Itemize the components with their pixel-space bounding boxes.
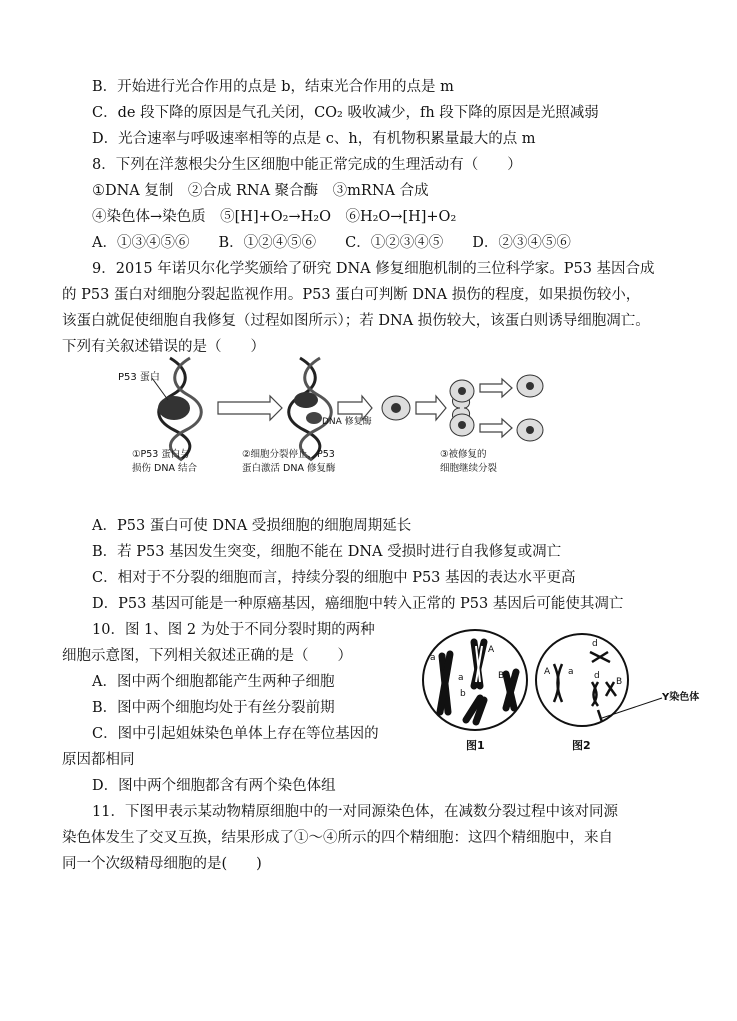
allele-label: d bbox=[592, 639, 598, 649]
q7-option-d: D．光合速率与呼吸速率相等的点是 c、h，有机物积累量最大的点 m bbox=[92, 131, 536, 147]
figure-1-caption: 图1 bbox=[466, 739, 485, 752]
allele-label: d bbox=[594, 671, 600, 681]
y-chromosome-label: Y染色体 bbox=[662, 692, 700, 703]
allele-label: b bbox=[506, 689, 512, 699]
daughter-cell-icon bbox=[517, 375, 543, 441]
repaired-dna-helix-icon bbox=[289, 358, 332, 460]
step1-caption-a: ①P53 蛋白与 bbox=[132, 449, 190, 460]
p53-protein-blob-icon bbox=[158, 396, 190, 420]
q10-stem-2: 细胞示意图，下列相关叙述正确的是（ ） bbox=[62, 648, 352, 664]
q11-stem-3: 同一个次级精母细胞的是( ) bbox=[62, 856, 262, 872]
figure-2-caption: 图2 bbox=[572, 739, 591, 752]
q10-option-b: B．图中两个细胞均处于有丝分裂前期 bbox=[92, 700, 335, 716]
allele-label: a bbox=[568, 667, 574, 677]
q9-stem-3: 该蛋白就促使细胞自我修复（过程如图所示）；若 DNA 损伤较大，该蛋白则诱导细胞凋亡。 bbox=[62, 313, 650, 329]
p53-protein-label: P53 蛋白 bbox=[118, 372, 160, 383]
allele-label: a bbox=[430, 653, 436, 663]
q10-option-d: D．图中两个细胞都含有两个染色体组 bbox=[92, 778, 336, 794]
arrow-icon bbox=[480, 379, 512, 437]
dividing-cell-icon bbox=[450, 380, 474, 436]
allele-label: B bbox=[498, 671, 505, 681]
step2-caption-b: 蛋白激活 DNA 修复酶 bbox=[242, 463, 336, 474]
q10-option-a: A．图中两个细胞都能产生两种子细胞 bbox=[92, 674, 335, 690]
q9-option-a: A．P53 蛋白可使 DNA 受损细胞的细胞周期延长 bbox=[92, 518, 412, 534]
q9-stem-4: 下列有关叙述错误的是（ ） bbox=[62, 339, 265, 355]
dna-repair-enzyme-label: DNA 修复酶 bbox=[322, 417, 372, 427]
q9-option-c: C．相对于不分裂的细胞而言，持续分裂的细胞中 P53 基因的表达水平更高 bbox=[92, 570, 576, 586]
q10-option-c-1: C．图中引起姐妹染色单体上存在等位基因的 bbox=[92, 726, 379, 742]
step3-caption-a: ③被修复的 bbox=[440, 449, 487, 460]
q9-stem-2: 的 P53 蛋白对细胞分裂起监视作用。P53 蛋白可判断 DNA 损伤的程度，如果损伤较小， bbox=[62, 287, 641, 303]
arrow-icon bbox=[416, 396, 446, 420]
step2-caption-a: ②细胞分裂停止，P53 bbox=[242, 449, 335, 460]
allele-label: b bbox=[460, 689, 466, 699]
p53-repair-diagram bbox=[110, 350, 550, 480]
q8-items-1: ①DNA 复制 ②合成 RNA 聚合酶 ③mRNA 合成 bbox=[92, 183, 429, 199]
q10-option-c-2: 原因都相同 bbox=[62, 752, 135, 768]
q10-stem-1: 10．图 1、图 2 为处于不同分裂时期的两种 bbox=[92, 622, 375, 638]
allele-label: B bbox=[616, 677, 623, 687]
arrow-icon bbox=[218, 396, 282, 420]
q11-stem-1: 11．下图甲表示某动物精原细胞中的一对同源染色体，在减数分裂过程中该对同源 bbox=[92, 804, 618, 820]
q7-option-c: C．de 段下降的原因是气孔关闭，CO₂ 吸收减少，fh 段下降的原因是光照减弱 bbox=[92, 105, 599, 121]
q8-items-2: ④染色体→染色质 ⑤[H]+O₂→H₂O ⑥H₂O→[H]+O₂ bbox=[92, 209, 457, 225]
q11-stem-2: 染色体发生了交叉互换，结果形成了①～④所示的四个精细胞：这四个精细胞中，来自 bbox=[62, 830, 613, 846]
allele-label: A bbox=[544, 667, 551, 677]
figure-2-cell bbox=[532, 626, 722, 756]
figure-1-cell bbox=[418, 624, 532, 756]
q7-option-b: B．开始进行光合作用的点是 b，结束光合作用的点是 m bbox=[92, 79, 454, 95]
step1-caption-b: 损伤 DNA 结合 bbox=[132, 463, 197, 474]
q9-option-b: B．若 P53 基因发生突变，细胞不能在 DNA 受损时进行自我修复或凋亡 bbox=[92, 544, 562, 560]
allele-label: A bbox=[488, 645, 495, 655]
q8-stem: 8．下列在洋葱根尖分生区细胞中能正常完成的生理活动有（ ） bbox=[92, 157, 522, 173]
q8-options: A．①③④⑤⑥ B．①②④⑤⑥ C．①②③④⑤ D．②③④⑤⑥ bbox=[92, 235, 571, 251]
step3-caption-b: 细胞继续分裂 bbox=[440, 463, 498, 474]
allele-label: a bbox=[458, 673, 464, 683]
cell-icon bbox=[382, 396, 410, 420]
q9-stem-1: 9．2015 年诺贝尔化学奖颁给了研究 DNA 修复细胞机制的三位科学家。P53 基因合成 bbox=[92, 261, 655, 277]
q9-option-d: D．P53 基因可能是一种原癌基因，癌细胞中转入正常的 P53 基因后可能使其凋亡 bbox=[92, 596, 624, 612]
